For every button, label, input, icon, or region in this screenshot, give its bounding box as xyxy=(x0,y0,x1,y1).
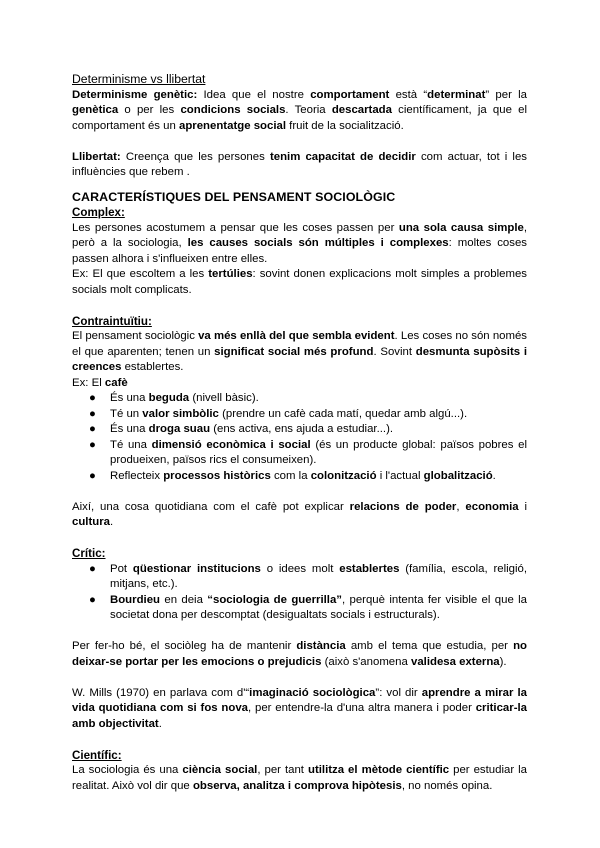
list-item: ● Pot qüestionar institucions o idees molt establertes (família, escola, religió, mitjans, etc.). xyxy=(89,562,528,590)
list-item: ● Té un valor simbòlic (prendre un cafè cada matí, quedar amb algú...). xyxy=(72,407,527,423)
list-item: ● És una droga suau (ens activa, ens ajuda a estudiar...). xyxy=(72,422,527,438)
bullet-icon: ● xyxy=(89,562,96,575)
page-title: Determinisme vs llibertat xyxy=(72,72,206,86)
paragraph-cientific: La sociologia és una ciència social, per tant utilitza el mètode científic per estudiar la realitat. Això vol dir que observa, analitza i comprova hipòtesis, no només opina. xyxy=(72,764,527,792)
paragraph-complex-example: Ex: El que escoltem a les tertúlies: sovint donen explicacions molt simples a problemes socials molt complicats. xyxy=(72,268,527,296)
heading-complex: Complex: xyxy=(72,206,125,219)
bullet-icon: ● xyxy=(89,438,96,451)
bullet-icon: ● xyxy=(89,593,96,606)
bullet-icon: ● xyxy=(89,423,96,435)
paragraph-contraintuitiu: El pensament sociològic va més enllà del que sembla evident. Les coses no són només el que aparenten; tenen un significat social més profund. Sovint desmunta supòsits i creences establertes. xyxy=(72,330,528,373)
cafe-list xyxy=(72,391,527,484)
heading-contraintuitiu: Contraintuïtiu: xyxy=(72,314,152,328)
bullet-icon: ● xyxy=(89,407,96,420)
list-item: ● Reflecteix processos històrics com la colonització i l'actual globalització. xyxy=(72,469,527,485)
list-item: ● Té una dimensió econòmica i social (és un producte global: països pobres el produeixen, països rics el consumeixen). xyxy=(89,438,527,466)
bullet-icon: ● xyxy=(89,392,96,404)
paragraph-mills: W. Mills (1970) en parlava com d'“imaginació sociològica”: vol dir aprendre a mirar la vida quotidiana com si fos nova, per entendre-la d'una altra manera i poder criticar-la amb objectivitat. xyxy=(72,686,527,730)
critic-list xyxy=(72,562,527,624)
list-item: ● És una beguda (nivell bàsic). xyxy=(72,391,527,407)
paragraph-complex: Les persones acostumem a pensar que les coses passen per una sola causa simple, però a la sociologia, les causes socials són múltiples i complexes: moltes coses passen alhora i s'influeixen entre elles. xyxy=(72,221,528,265)
section-heading: CARACTERÍSTIQUES DEL PENSAMENT SOCIOLÒGIC xyxy=(72,189,396,204)
document-page xyxy=(72,72,527,794)
list-item: ● Bourdieu en deia “sociologia de guerrilla”, perquè intenta fer visible el que la societat dona per descomptat (desigualtats socials i estructurals). xyxy=(89,593,528,621)
bullet-icon: ● xyxy=(89,469,96,482)
paragraph-distancia: Per fer-ho bé, el sociòleg ha de mantenir distància amb el tema que estudia, per no deixar-se portar per les emocions o prejudicis (això s'anomena validesa externa). xyxy=(72,640,527,668)
paragraph-cafe-example: Ex: El cafè xyxy=(72,376,128,389)
heading-cientific: Científic: xyxy=(72,748,122,762)
heading-critic: Crític: xyxy=(72,547,106,560)
paragraph-determinisme: Determinisme genètic: Idea que el nostre comportament està “determinat” per la genètica o per les condicions socials. Teoria descartada científicament, ja que el comportament és un aprenentatge social fruit de la socialització. xyxy=(72,88,528,132)
paragraph-llibertat: Llibertat: Creença que les persones tenim capacitat de decidir com actuar, tot i les influències que rebem . xyxy=(72,150,527,178)
paragraph-cafe-conclusion: Així, una cosa quotidiana com el cafè pot explicar relacions de poder, economia i cultura. xyxy=(72,500,527,528)
